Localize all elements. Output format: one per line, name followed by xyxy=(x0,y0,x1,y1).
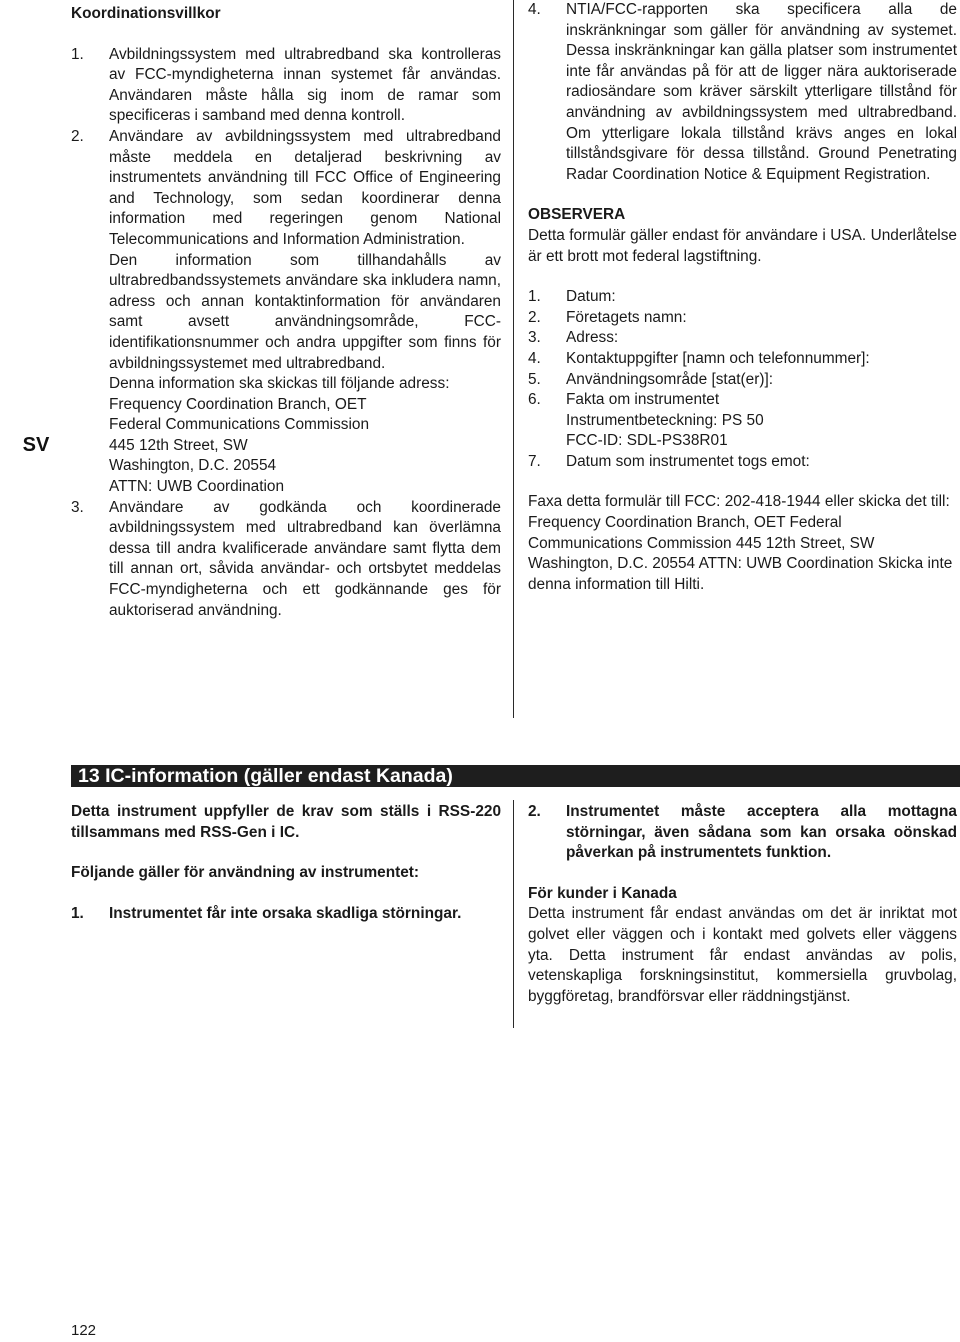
item-number: 5. xyxy=(528,370,541,388)
observe-heading: OBSERVERA xyxy=(528,206,626,224)
canada-text: Detta instrument får endast användas om det är inriktat mot golvet eller väggen och i kontakt med golvets eller väggens yta. Detta instrument får endast användas av polis, vetenskapliga forskningsinstitut, kommersiella gruvbolag, byggföretag, brandförsvar eller räddningstjänst. xyxy=(528,905,957,1005)
condition-item-1 xyxy=(71,904,501,925)
fax-block xyxy=(528,492,957,595)
item-paragraph-1: Användare av avbildningssystem med ultrabredband måste meddela en detaljerad beskrivning av instrumentets användning till FCC Office of Engineering and Technology, som sedan koordinerar denna information med regeringen genom National Telecommunications and Information Administration. xyxy=(109,127,501,248)
address-line: Federal Communications Commission xyxy=(109,416,370,434)
list-item-3 xyxy=(71,498,501,622)
item-text: Kontaktuppgifter [namn och telefonnummer]: xyxy=(566,349,870,367)
section-13-title: 13 IC-information (gäller endast Kanada) xyxy=(71,765,960,787)
item-text: Instrumentet får inte orsaka skadliga störningar. xyxy=(109,904,462,922)
item-paragraph-3: Denna information ska skickas till följande adress: xyxy=(109,375,450,393)
section-13-left xyxy=(71,802,501,924)
form-item xyxy=(528,308,957,329)
column-divider-top xyxy=(513,0,514,718)
item-text: Användare av godkända och koordinerade avbildningssystem med ultrabredband kan överlämna dessa till andra kvalificerade användare samt flytta dem till annan ort, såvida användar- och ortsbytet meddelas FCC-myndigheterna och ett godkännande ges för auktoriserad användning. xyxy=(109,498,501,619)
item-number: 1. xyxy=(528,288,541,306)
item-text: Företagets namn: xyxy=(566,308,687,326)
item-number: 1. xyxy=(71,904,84,922)
list-item-1 xyxy=(71,45,501,127)
usage-conditions-heading: Följande gäller för användning av instrumentet: xyxy=(71,864,420,882)
item-number: 2. xyxy=(528,308,541,326)
form-item xyxy=(528,328,957,349)
item-text: NTIA/FCC-rapporten ska specificera alla de inskränkningar som gäller för användning av systemet. Dessa inskränkningar kan gälla platser som instrumentet inte får användas på för att de ligger nära auktoriserade radiosändare som kräver särskilt ytterligare tillstånd för användning av avbildningssystem med ultrabredband. Om ytterligare lokala tillstånd krävs anges en lokal tillståndsgivare för dessa tillstånd. Ground Penetrating Radar Coordination Notice & Equipment Registration. xyxy=(566,1,957,183)
form-item xyxy=(528,287,957,308)
compliance-statement: Detta instrument uppfyller de krav som ställs i RSS-220 tillsammans med RSS-Gen i IC. xyxy=(71,803,501,841)
observe-text: Detta formulär gäller endast för användare i USA. Underlåtelse är ett brott mot federal lagstiftning. xyxy=(528,226,957,265)
instrument-detail: FCC-ID: SDL-PS38R01 xyxy=(566,432,728,450)
list-item-4 xyxy=(528,0,957,185)
fax-line: Skicka inte denna information till Hilti. xyxy=(528,555,953,593)
item-number: 4. xyxy=(528,349,541,367)
address-line: 445 12th Street, SW xyxy=(109,436,248,454)
fax-line: Washington, D.C. 20554 xyxy=(528,555,696,573)
item-paragraph-2: Den information som tillhandahålls av ultrabredbandssystemets användare ska inkludera namn, adress och annan kontaktinformation för användaren samt avsett användningsområde, FCC-identifikationsnummer och andra uppgifter som finns för avbildningssystemet med ultrabredband. xyxy=(109,251,501,372)
item-number: 4. xyxy=(528,1,541,18)
fax-line: eller skicka det till: xyxy=(824,493,950,511)
form-item xyxy=(528,452,957,473)
address-line: ATTN: UWB Coordination xyxy=(109,478,285,496)
form-item xyxy=(528,390,957,452)
column-divider-bottom xyxy=(513,800,514,1028)
address-line: Frequency Coordination Branch, OET xyxy=(109,395,367,413)
form-list xyxy=(528,287,957,472)
section-13-right xyxy=(528,802,957,1007)
fax-line: Faxa detta formulär till FCC: 202-418-1944 xyxy=(528,493,821,511)
page-number: 122 xyxy=(71,1322,97,1339)
condition-item-2 xyxy=(528,802,957,864)
item-number: 3. xyxy=(528,329,541,347)
item-number: 2. xyxy=(71,127,84,145)
fax-line: Frequency Coordination Branch, OET xyxy=(528,514,786,532)
item-text: Datum: xyxy=(566,288,616,306)
list-item-2 xyxy=(71,127,501,498)
item-number: 3. xyxy=(71,498,84,516)
item-number: 6. xyxy=(528,391,541,409)
item-text: Adress: xyxy=(566,329,619,347)
item-text: Avbildningssystem med ultrabredband ska kontrolleras av FCC-myndigheterna innan systemet får användas. Användaren måste hålla sig inom de ramar som specificeras i samband med denna kontroll. xyxy=(109,45,501,125)
fax-line: 445 12th Street, SW xyxy=(735,534,875,552)
form-item xyxy=(528,349,957,370)
coordination-heading: Koordinationsvillkor xyxy=(71,5,221,22)
canada-heading: För kunder i Kanada xyxy=(528,884,677,902)
language-tab: SV xyxy=(0,416,72,474)
item-number: 7. xyxy=(528,452,541,470)
item-text: Användningsområde [stat(er)]: xyxy=(566,370,774,388)
right-column xyxy=(528,0,957,595)
fax-line: ATTN: UWB Coordination xyxy=(698,555,874,573)
instrument-detail: Instrumentbeteckning: PS 50 xyxy=(566,411,764,429)
item-text: Datum som instrumentet togs emot: xyxy=(566,452,810,470)
fax-line: Federal Communications Commission xyxy=(528,514,842,552)
address-line: Washington, D.C. 20554 xyxy=(109,457,277,475)
item-number: 1. xyxy=(71,45,84,63)
item-text: Instrumentet måste acceptera alla mottagna störningar, även sådana som kan orsaka oönskad påverkan på instrumentets funktion. xyxy=(566,803,957,862)
item-number: 2. xyxy=(528,803,541,820)
item-text: Fakta om instrumentet xyxy=(566,391,720,409)
left-column xyxy=(71,4,501,621)
form-item xyxy=(528,370,957,391)
